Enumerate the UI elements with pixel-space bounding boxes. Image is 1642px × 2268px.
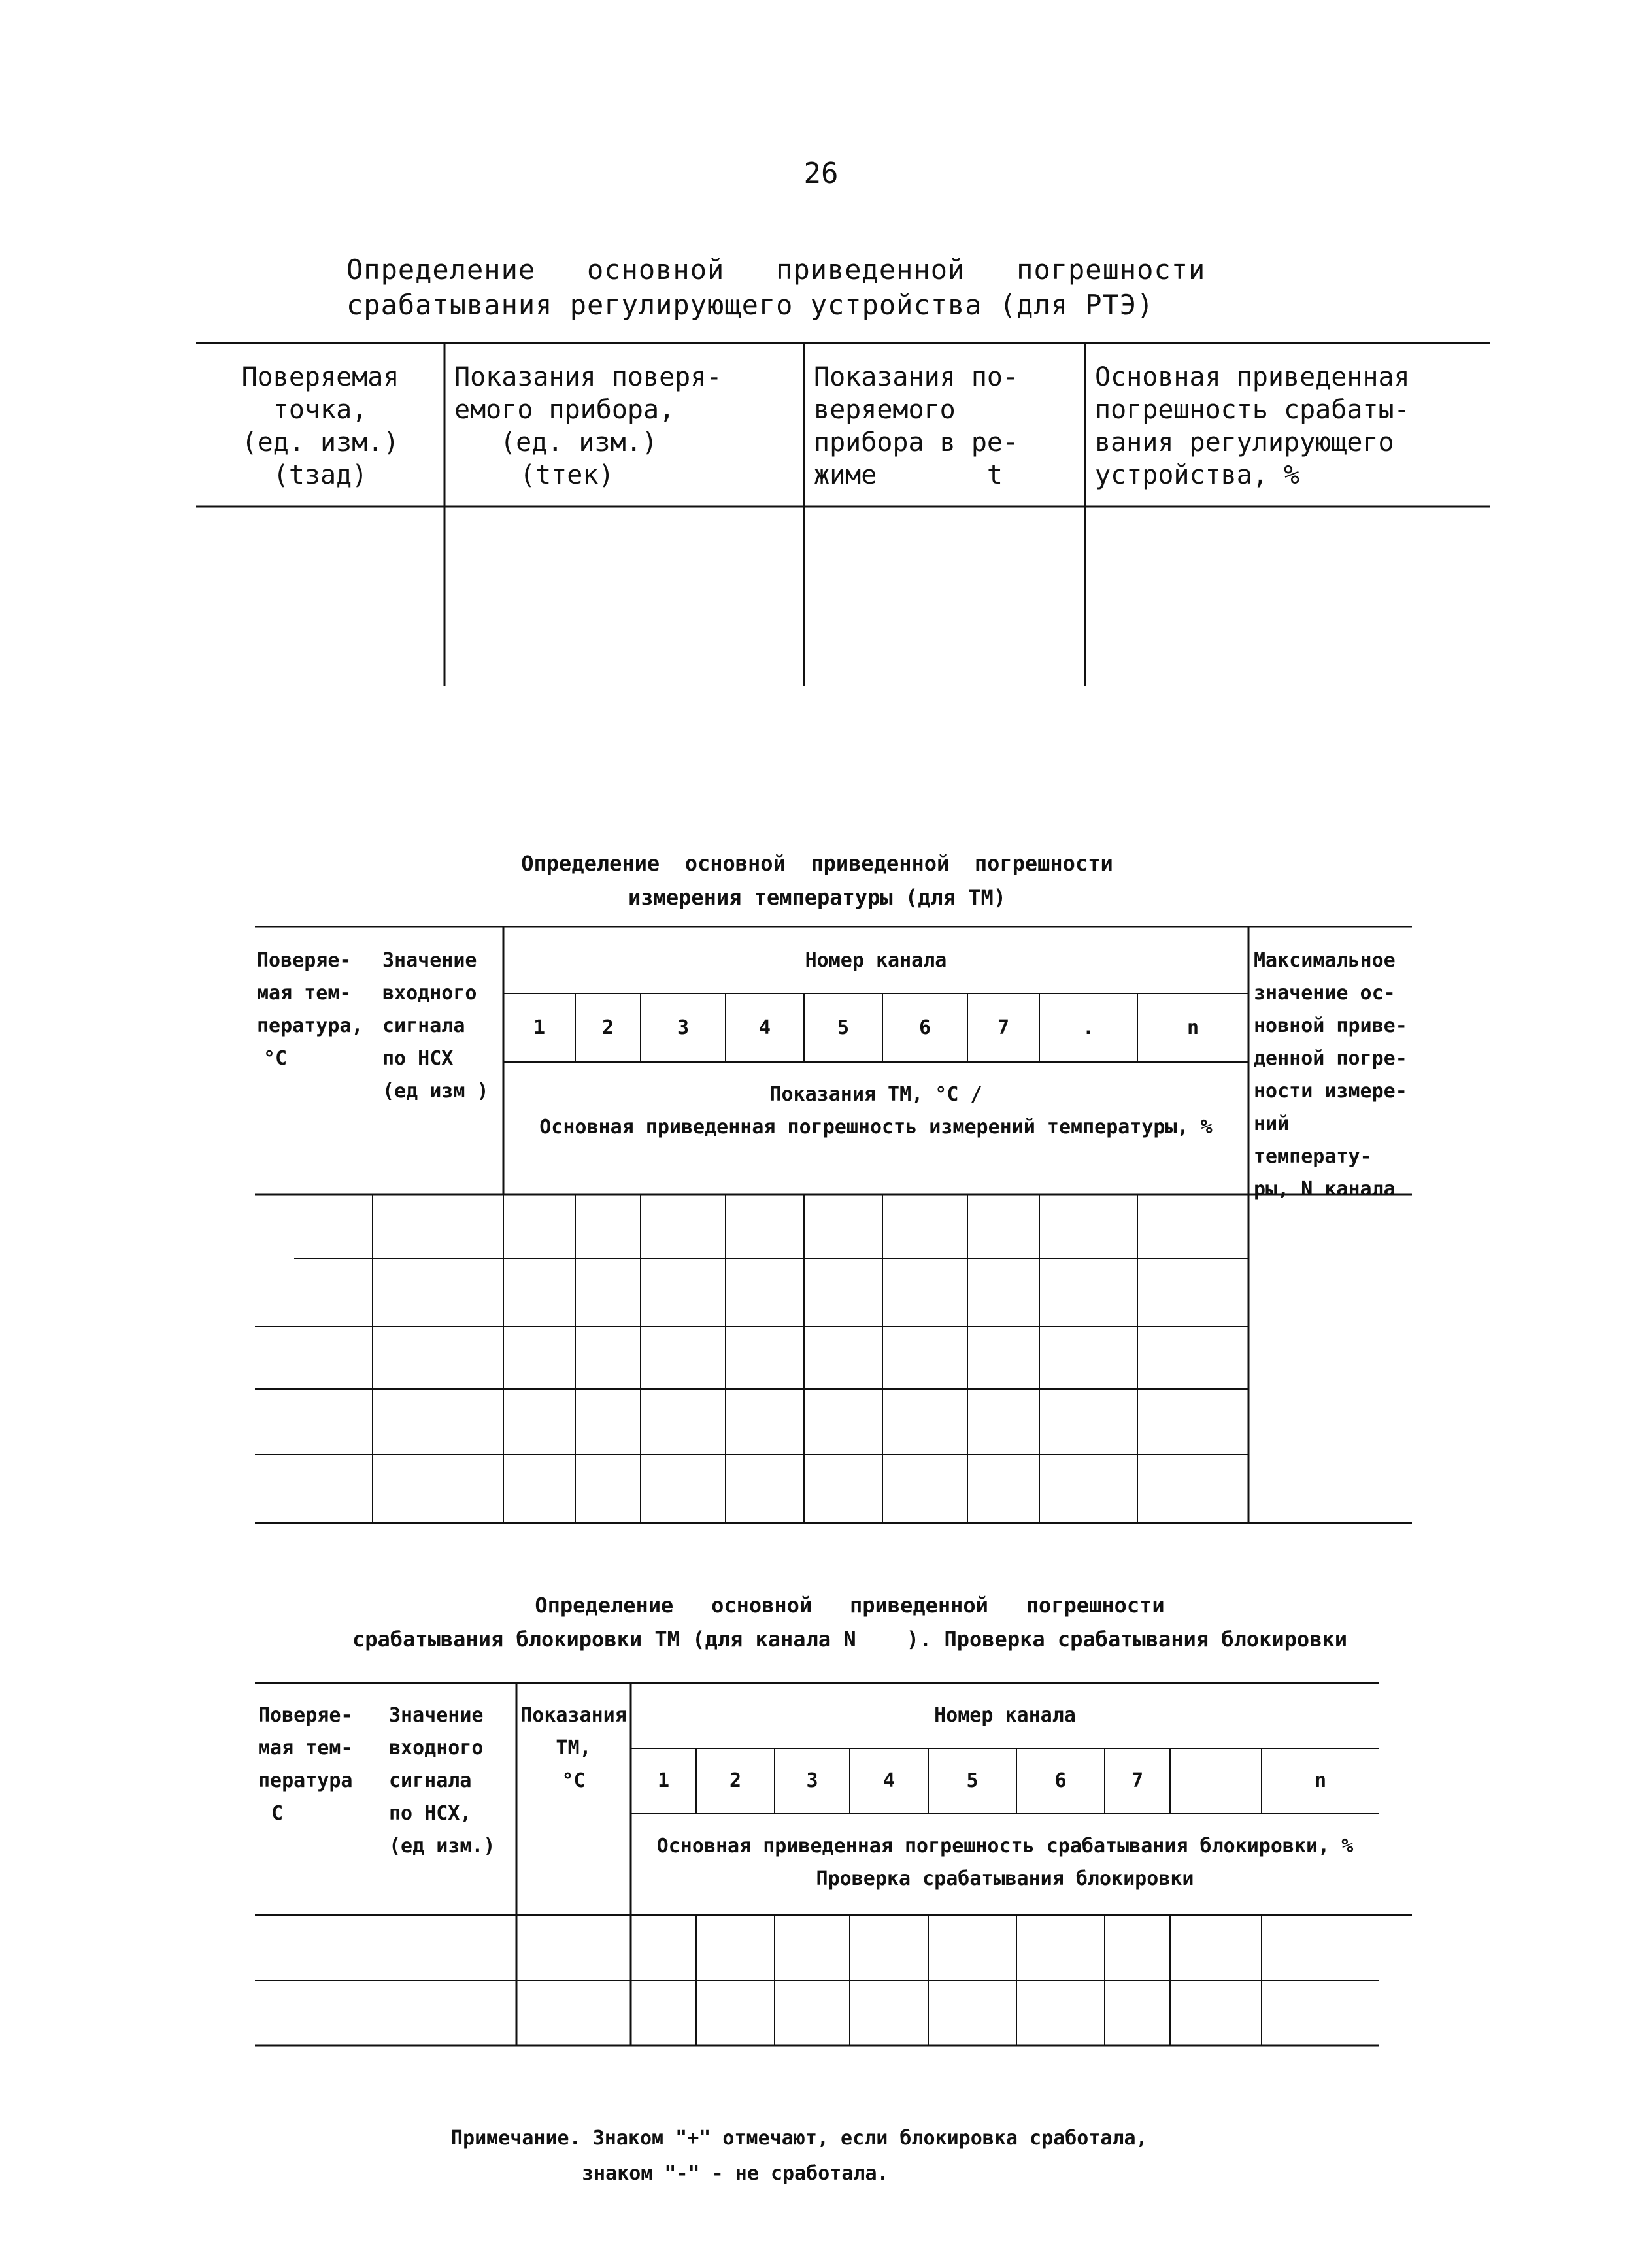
table3-channel-5: 5 <box>966 1769 979 1792</box>
table3-channel-header: Номер канала <box>934 1704 1076 1727</box>
table1-h3-l1: Показания по- <box>814 362 1019 392</box>
table1-h2-l3: (ед. изм.) <box>500 427 658 458</box>
table2-channel-7: 7 <box>997 1016 1010 1039</box>
table2-c2-l3: сигнала <box>382 1014 465 1037</box>
table3-title-line1: Определение основной приведенной погрешности <box>535 1593 1165 1618</box>
table1-title-line1: Определение основной приведенной погрешности <box>346 254 1206 286</box>
table2-channel-1: 1 <box>533 1016 546 1039</box>
footnote <box>451 2121 1366 2192</box>
table1-header-error <box>1095 361 1487 492</box>
table3-c2-l2: входного <box>389 1737 484 1759</box>
table1-h1-l2: точка, <box>273 395 368 425</box>
table2-channel-3: 3 <box>677 1016 690 1039</box>
table2-channel-4: 4 <box>758 1016 771 1039</box>
table2-c1-l4: °C <box>263 1047 288 1070</box>
table1-h2-l2: емого прибора, <box>454 395 675 425</box>
table1-h3-l4: жиме t <box>814 460 1003 490</box>
table2-col-signal <box>382 944 500 1108</box>
table2-max-l4: денной погре- <box>1254 1047 1407 1070</box>
table2-max-l7: ры, N канала <box>1254 1178 1396 1201</box>
table2-channel-header: Номер канала <box>805 949 947 972</box>
table3-bottom-line2: Проверка срабатывания блокировки <box>816 1867 1194 1890</box>
table3-c2-l4: по НСХ, <box>389 1802 472 1825</box>
table3-col-signal <box>389 1699 513 1863</box>
table1-title-line2: срабатывания регулирующего устройства (для РТЭ) <box>346 289 1154 321</box>
footnote-line1: Примечание. Знаком "+" отмечают, если блокировка сработала, <box>451 2127 1148 2150</box>
table3-channel-n: n <box>1314 1769 1327 1792</box>
table2-col-temperature <box>257 944 368 1075</box>
table3-c3-l1: Показания <box>520 1704 627 1727</box>
table3-channel-4: 4 <box>882 1769 896 1792</box>
table1-header-mode-reading <box>814 361 1082 492</box>
table3-c1-l3: пература <box>258 1769 353 1792</box>
table3-channel-2: 2 <box>729 1769 742 1792</box>
table3-channel-7: 7 <box>1131 1769 1144 1792</box>
table3-channel-3: 3 <box>806 1769 818 1792</box>
table2-c1-l3: пература, <box>257 1014 363 1037</box>
table1-h2-l1: Показания поверя- <box>454 362 722 392</box>
table1-h4-l3: вания регулирующего <box>1095 427 1394 458</box>
table2-channel-6: 6 <box>918 1016 931 1039</box>
table1-h2-l4: (tтек) <box>520 460 614 490</box>
table3-title <box>327 1588 1373 1656</box>
table3-c1-l2: мая тем- <box>258 1737 353 1759</box>
table2-channel-n: n <box>1186 1016 1199 1039</box>
table3-bottom-header <box>631 1830 1379 1895</box>
table2-c2-l2: входного <box>382 982 477 1005</box>
table2-c2-l4: по НСХ <box>382 1047 454 1070</box>
table3-c3-l3: °C <box>561 1769 586 1792</box>
table1-header-reading <box>454 361 801 492</box>
table2-max-l1: Максимальное <box>1254 949 1396 972</box>
table1-h1-l4: (tзад) <box>273 460 368 490</box>
table2-readings-header <box>503 1078 1248 1144</box>
table2-max-l6: ний температу- <box>1254 1112 1372 1168</box>
table2-title-line1: Определение основной приведенной погрешности <box>521 851 1113 876</box>
table3-c2-l3: сигнала <box>389 1769 472 1792</box>
table3-col-temperature <box>258 1699 382 1830</box>
table3-c1-l4: C <box>271 1802 284 1825</box>
footnote-line2: знаком "-" - не сработала. <box>582 2162 889 2185</box>
table1-h1-l1: Поверяемая <box>241 362 399 392</box>
table2-c1-l1: Поверяе- <box>257 949 352 972</box>
table1-h3-l2: веряемого <box>814 395 956 425</box>
table1-h4-l1: Основная приведенная <box>1095 362 1410 392</box>
table3-channel-6: 6 <box>1054 1769 1067 1792</box>
table2-channel-2: 2 <box>601 1016 614 1039</box>
table3-c2-l5: (ед изм.) <box>389 1835 495 1858</box>
table1-h1-l3: (ед. изм.) <box>241 427 399 458</box>
table2-channel-5: 5 <box>837 1016 850 1039</box>
table3-col-readings <box>516 1699 631 1797</box>
table2-readings-line2: Основная приведенная погрешность измерений температуры, % <box>539 1116 1213 1139</box>
table1-header-point <box>199 361 441 492</box>
page-number: 26 <box>803 157 839 190</box>
table2-max-l3: новной приве- <box>1254 1014 1407 1037</box>
table2-channel-dots: . <box>1082 1016 1095 1039</box>
table2-title <box>392 846 1242 914</box>
table3-title-line2: срабатывания блокировки ТМ (для канала N ). Проверка срабатывания блокировки <box>352 1627 1347 1652</box>
table2-c1-l2: мая тем- <box>257 982 352 1005</box>
table2-max-l2: значение ос- <box>1254 982 1396 1005</box>
table3-bottom-line1: Основная приведенная погрешность срабатывания блокировки, % <box>656 1835 1354 1858</box>
table1-h4-l2: погрешность срабаты- <box>1095 395 1410 425</box>
table3-c3-l2: ТМ, <box>556 1737 592 1759</box>
table2-col-max-error <box>1254 944 1411 1206</box>
table3-c2-l1: Значение <box>389 1704 484 1727</box>
table2-title-line2: измерения температуры (для ТМ) <box>628 885 1006 910</box>
table2-c2-l5: (ед изм ) <box>382 1080 489 1103</box>
table3-c1-l1: Поверяе- <box>258 1704 353 1727</box>
table2-max-l5: ности измере- <box>1254 1080 1407 1103</box>
table1-h3-l3: прибора в ре- <box>814 427 1019 458</box>
table2-readings-line1: Показания ТМ, °C / <box>769 1083 982 1106</box>
table3-channel-1: 1 <box>657 1769 670 1792</box>
table2-c2-l1: Значение <box>382 949 477 972</box>
table1-h4-l4: устройства, % <box>1095 460 1300 490</box>
